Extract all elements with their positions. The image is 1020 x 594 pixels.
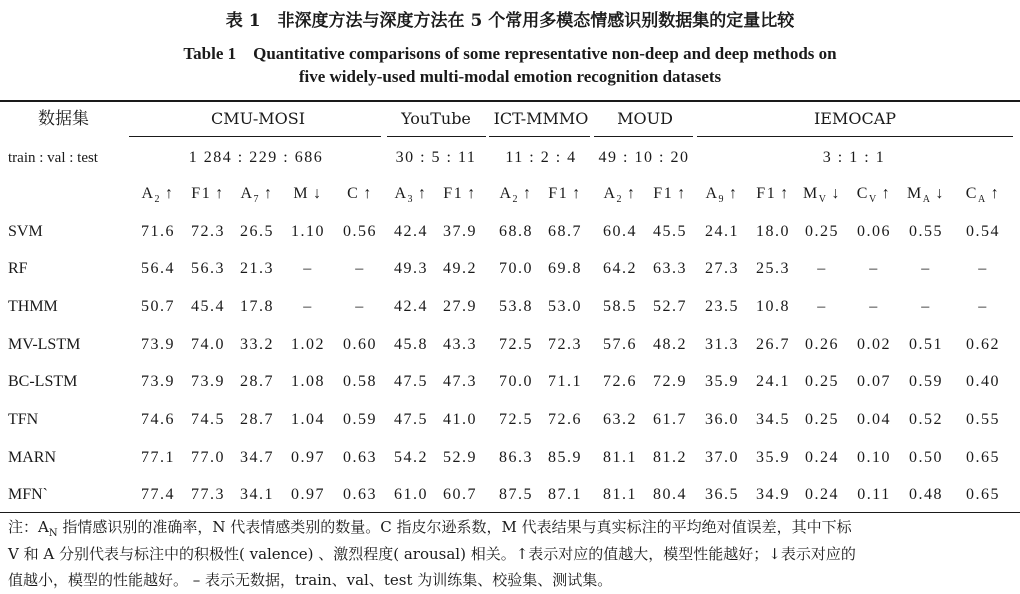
table-cell: 47.5 <box>394 373 428 390</box>
table-cell: 10.8 <box>756 298 790 315</box>
table-cell: 33.2 <box>240 336 274 353</box>
table-cell: 0.65 <box>966 486 1000 503</box>
table-cell: 1.02 <box>291 336 325 353</box>
table-cell: 0.65 <box>966 449 1000 466</box>
table-cell: – <box>355 298 365 315</box>
table-cell: 0.24 <box>805 449 839 466</box>
metric-header-11: $A_9$ ↑ <box>705 185 739 206</box>
table-cell: 53.0 <box>548 298 582 315</box>
table-cell: 28.7 <box>240 373 274 390</box>
table-cell: 0.10 <box>857 449 891 466</box>
table-cell: 49.3 <box>394 260 428 277</box>
table-cell: 0.97 <box>291 486 325 503</box>
method-name: MFN` <box>8 486 49 503</box>
table-cell: 0.25 <box>805 373 839 390</box>
table-cell: 72.9 <box>653 373 687 390</box>
metric-header-3: M ↓ <box>293 185 323 202</box>
table-cell: 0.54 <box>966 223 1000 240</box>
dataset-header-youtube: YouTube <box>401 109 471 128</box>
table-cell: – <box>303 260 313 277</box>
table-cell: 1.10 <box>291 223 325 240</box>
table-cell: 28.7 <box>240 411 274 428</box>
header-rule-youtube <box>387 136 486 137</box>
table-cell: 53.8 <box>499 298 533 315</box>
table-cell: – <box>978 298 988 315</box>
table-cell: 85.9 <box>548 449 582 466</box>
metric-header-2: $A_7$ ↑ <box>240 185 274 206</box>
table-cell: 71.1 <box>548 373 582 390</box>
metric-header-14: $C_V$ ↑ <box>856 185 892 206</box>
method-name: THMM <box>8 298 58 315</box>
dataset-header-iemocap: IEMOCAP <box>813 109 897 128</box>
table-cell: 23.5 <box>705 298 739 315</box>
metric-header-4: C ↑ <box>347 185 373 202</box>
table-cell: 81.1 <box>603 486 637 503</box>
metric-header-16: $C_A$ ↑ <box>965 185 1001 206</box>
metric-header-6: F1 ↑ <box>443 185 477 202</box>
table-cell: 81.2 <box>653 449 687 466</box>
table-cell: 68.8 <box>499 223 533 240</box>
table-cell: 0.55 <box>966 411 1000 428</box>
table-cell: 34.9 <box>756 486 790 503</box>
table-cell: 27.3 <box>705 260 739 277</box>
table-cell: 45.5 <box>653 223 687 240</box>
table-cell: 0.48 <box>909 486 943 503</box>
table-cell: 86.3 <box>499 449 533 466</box>
table-cell: 47.5 <box>394 411 428 428</box>
table-cell: 43.3 <box>443 336 477 353</box>
table-cell: 74.6 <box>141 411 175 428</box>
table-cell: – <box>869 298 879 315</box>
table-cell: 0.40 <box>966 373 1000 390</box>
table-title-en-line1: Table 1 Quantitative comparisons of some representative non-deep and deep methods on <box>183 44 837 63</box>
table-cell: 71.6 <box>141 223 175 240</box>
table-cell: 1.08 <box>291 373 325 390</box>
table-cell: 57.6 <box>603 336 637 353</box>
table-cell: 74.0 <box>191 336 225 353</box>
table-cell: 0.26 <box>805 336 839 353</box>
table-cell: 0.55 <box>909 223 943 240</box>
metric-header-0: $A_2$ ↑ <box>141 185 175 206</box>
table-cell: 0.52 <box>909 411 943 428</box>
table-cell: 70.0 <box>499 373 533 390</box>
table-cell: 87.5 <box>499 486 533 503</box>
table-cell: 80.4 <box>653 486 687 503</box>
table-cell: 0.11 <box>857 486 891 503</box>
table-cell: 61.0 <box>394 486 428 503</box>
table-cell: 0.58 <box>343 373 377 390</box>
split-youtube: 30 : 5 : 11 <box>395 149 477 166</box>
table-cell: 0.97 <box>291 449 325 466</box>
table-cell: 17.8 <box>240 298 274 315</box>
table-cell: 68.7 <box>548 223 582 240</box>
table-cell: 0.63 <box>343 486 377 503</box>
table-cell: 69.8 <box>548 260 582 277</box>
table-cell: – <box>869 260 879 277</box>
table-cell: 77.3 <box>191 486 225 503</box>
table-cell: 50.7 <box>141 298 175 315</box>
table-note-line2: V 和 A 分别代表与标注中的积极性( valence) 、激烈程度( arousal) 相关。↑表示对应的值越大，模型性能越好；↓表示对应的 <box>8 545 856 563</box>
dataset-header-cmu-mosi: CMU-MOSI <box>210 109 306 128</box>
table-cell: 63.2 <box>603 411 637 428</box>
split-label: train : val : test <box>8 150 98 166</box>
table-cell: 18.0 <box>756 223 790 240</box>
table-cell: 72.3 <box>191 223 225 240</box>
table-cell: 34.5 <box>756 411 790 428</box>
table-cell: 72.6 <box>548 411 582 428</box>
table-cell: 0.63 <box>343 449 377 466</box>
table-cell: 0.50 <box>909 449 943 466</box>
table-cell: 56.4 <box>141 260 175 277</box>
table-cell: – <box>355 260 365 277</box>
header-rule-ict-mmmo <box>489 136 590 137</box>
metric-header-1: F1 ↑ <box>191 185 225 202</box>
table-cell: 54.2 <box>394 449 428 466</box>
table-cell: 64.2 <box>603 260 637 277</box>
method-name: SVM <box>8 223 43 240</box>
table-cell: – <box>303 298 313 315</box>
table-cell: 0.56 <box>343 223 377 240</box>
table-cell: 60.4 <box>603 223 637 240</box>
metric-header-15: $M_A$ ↓ <box>907 185 945 206</box>
table-cell: 41.0 <box>443 411 477 428</box>
metric-header-8: F1 ↑ <box>548 185 582 202</box>
table-cell: – <box>978 260 988 277</box>
table-cell: 0.59 <box>909 373 943 390</box>
method-name: MV-LSTM <box>8 336 81 353</box>
dataset-header-ict-mmmo: ICT-MMMO <box>493 109 589 128</box>
table-cell: 0.51 <box>909 336 943 353</box>
table-cell: 52.9 <box>443 449 477 466</box>
metric-header-10: F1 ↑ <box>653 185 687 202</box>
table-cell: 81.1 <box>603 449 637 466</box>
split-moud: 49 : 10 : 20 <box>598 149 690 166</box>
split-ict-mmmo: 11 : 2 : 4 <box>505 149 577 166</box>
table-cell: – <box>817 260 827 277</box>
top-rule <box>0 100 1020 102</box>
table-cell: 35.9 <box>705 373 739 390</box>
table-cell: 36.5 <box>705 486 739 503</box>
table-cell: 77.1 <box>141 449 175 466</box>
table-cell: 47.3 <box>443 373 477 390</box>
table-cell: 72.6 <box>603 373 637 390</box>
table-cell: 36.0 <box>705 411 739 428</box>
table-cell: 77.0 <box>191 449 225 466</box>
table-cell: – <box>921 260 931 277</box>
table-cell: 21.3 <box>240 260 274 277</box>
table-cell: 72.5 <box>499 411 533 428</box>
table-cell: 26.7 <box>756 336 790 353</box>
table-cell: 37.0 <box>705 449 739 466</box>
metric-header-12: F1 ↑ <box>756 185 790 202</box>
table-cell: 1.04 <box>291 411 325 428</box>
table-cell: 24.1 <box>756 373 790 390</box>
dataset-header-label: 数据集 <box>38 109 89 129</box>
table-cell: 35.9 <box>756 449 790 466</box>
method-name: MARN <box>8 449 57 466</box>
table-cell: 42.4 <box>394 223 428 240</box>
split-cmu-mosi: 1 284 : 229 : 686 <box>188 149 324 166</box>
table-cell: 87.1 <box>548 486 582 503</box>
table-note-line3: 值越小，模型的性能越好。 – 表示无数据，train、val、test 为训练集、校验集、测试集。 <box>8 571 613 589</box>
table-note-line1: 注：$A_N$ 指情感识别的准确率，N 代表情感类别的数量。C 指皮尔逊系数，M 代表结果与真实标注的平均绝对值误差，其中下标 <box>8 518 852 539</box>
table-title-zh: 表 1 非深度方法与深度方法在 5 个常用多模态情感识别数据集的定量比较 <box>225 11 795 31</box>
metric-header-9: $A_2$ ↑ <box>603 185 637 206</box>
split-iemocap: 3 : 1 : 1 <box>822 149 886 166</box>
table-title-en-line2: five widely-used multi-modal emotion recognition datasets <box>298 67 722 86</box>
table-cell: 73.9 <box>141 373 175 390</box>
table-cell: 74.5 <box>191 411 225 428</box>
method-name: BC-LSTM <box>8 373 78 390</box>
table-cell: 73.9 <box>141 336 175 353</box>
table-cell: 73.9 <box>191 373 225 390</box>
table-cell: 0.25 <box>805 411 839 428</box>
metric-header-5: $A_3$ ↑ <box>394 185 428 206</box>
table-cell: 49.2 <box>443 260 477 277</box>
table-cell: 72.5 <box>499 336 533 353</box>
table-cell: 34.1 <box>240 486 274 503</box>
table-cell: 34.7 <box>240 449 274 466</box>
table-cell: 26.5 <box>240 223 274 240</box>
table-cell: 42.4 <box>394 298 428 315</box>
table-cell: 24.1 <box>705 223 739 240</box>
table-cell: 52.7 <box>653 298 687 315</box>
table-cell: 0.04 <box>857 411 891 428</box>
header-rule-cmu-mosi <box>129 136 381 137</box>
table-cell: 48.2 <box>653 336 687 353</box>
metric-header-7: $A_2$ ↑ <box>499 185 533 206</box>
table-cell: 25.3 <box>756 260 790 277</box>
method-name: RF <box>8 260 28 277</box>
table-cell: 0.59 <box>343 411 377 428</box>
table-cell: 31.3 <box>705 336 739 353</box>
metric-header-13: $M_V$ ↓ <box>803 185 841 206</box>
table-cell: 45.4 <box>191 298 225 315</box>
table-cell: 0.25 <box>805 223 839 240</box>
table-cell: 27.9 <box>443 298 477 315</box>
table-cell: 0.62 <box>966 336 1000 353</box>
header-rule-iemocap <box>697 136 1013 137</box>
table-cell: 58.5 <box>603 298 637 315</box>
table-cell: 61.7 <box>653 411 687 428</box>
method-name: TFN <box>8 411 39 428</box>
header-rule-moud <box>594 136 693 137</box>
table-cell: 0.07 <box>857 373 891 390</box>
table-cell: 63.3 <box>653 260 687 277</box>
table-cell: 0.06 <box>857 223 891 240</box>
table-cell: 60.7 <box>443 486 477 503</box>
table-cell: 56.3 <box>191 260 225 277</box>
table-cell: 37.9 <box>443 223 477 240</box>
table-cell: 0.60 <box>343 336 377 353</box>
table-cell: 0.02 <box>857 336 891 353</box>
table-cell: 45.8 <box>394 336 428 353</box>
table-cell: 72.3 <box>548 336 582 353</box>
dataset-header-moud: MOUD <box>617 109 673 128</box>
table-cell: – <box>921 298 931 315</box>
table-cell: 77.4 <box>141 486 175 503</box>
table-cell: 0.24 <box>805 486 839 503</box>
table-cell: – <box>817 298 827 315</box>
table-cell: 70.0 <box>499 260 533 277</box>
